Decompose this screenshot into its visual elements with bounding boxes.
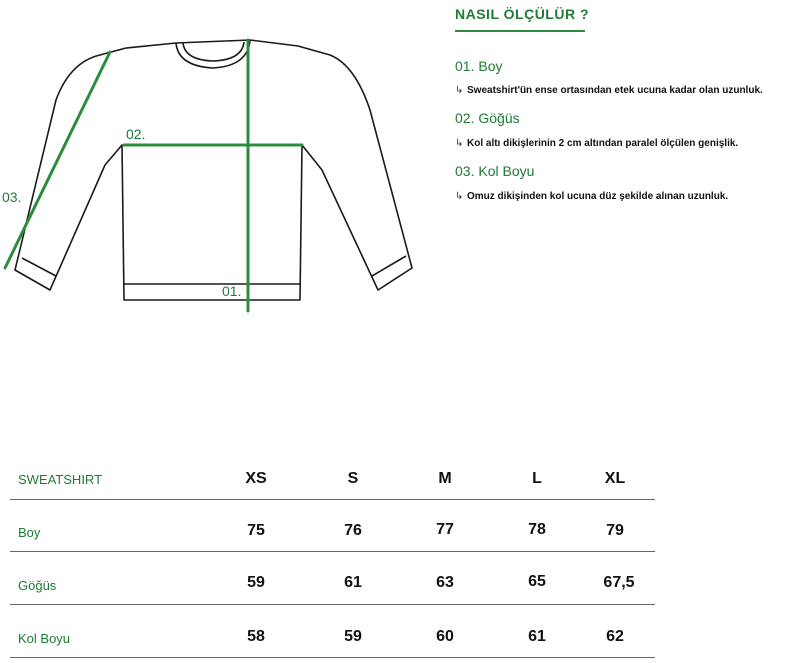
table-cell: 67,5	[603, 574, 635, 591]
table-row-kol-boyu	[0, 605, 655, 658]
row-label: Göğüs	[18, 578, 57, 593]
right-cuff	[372, 256, 406, 276]
table-header-row	[0, 462, 655, 500]
measure-heading-kol-boyu: 03. Kol Boyu	[455, 163, 535, 179]
table-cell: 59	[344, 628, 362, 645]
table-row-gogus	[0, 552, 655, 605]
measure-description-kol-boyu: ↳ Omuz dikişinden kol ucuna düz şekilde alınan uzunluk.	[455, 191, 729, 202]
table-cell: 63	[436, 574, 454, 591]
table-cell: 59	[247, 574, 265, 591]
table-cell: 58	[247, 628, 265, 645]
table-cell: 65	[528, 573, 546, 590]
table-row-boy	[0, 500, 655, 552]
table-cell: 79	[606, 522, 624, 539]
measure-description-boy: ↳ Sweatshirt'ün ense ortasından etek ucuna kadar olan uzunluk.	[455, 85, 763, 96]
title-underline	[455, 30, 585, 32]
table-cell: 75	[247, 522, 265, 539]
table-cell: 78	[528, 521, 546, 538]
measure-description-gogus: ↳ Kol altı dikişlerinin 2 cm altından paralel ölçülen genişlik.	[455, 138, 739, 149]
arrow-icon: ↳	[455, 85, 464, 96]
table-cell: 76	[344, 522, 362, 539]
table-cell: 61	[344, 574, 362, 591]
size-table	[0, 462, 800, 663]
table-cell: 62	[606, 628, 624, 645]
size-header: XL	[604, 470, 626, 487]
table-cell: 60	[436, 628, 454, 645]
sweatshirt-diagram	[0, 0, 430, 330]
row-label: Kol Boyu	[18, 631, 71, 646]
arrow-icon: ↳	[455, 191, 464, 202]
row-label: Boy	[18, 525, 41, 540]
measure-heading-boy: 01. Boy	[455, 58, 503, 74]
table-cell: 61	[528, 628, 546, 645]
arrow-icon: ↳	[455, 138, 464, 149]
size-header: S	[347, 470, 359, 487]
size-header: M	[438, 470, 452, 487]
size-header: XS	[245, 470, 267, 487]
size-header: L	[532, 470, 542, 487]
how-to-measure-title: NASIL ÖLÇÜLÜR ?	[455, 6, 590, 22]
table-cell: 77	[436, 521, 454, 538]
label-03: 03.	[2, 189, 22, 205]
label-02: 02.	[126, 126, 146, 142]
product-label: SWEATSHIRT	[18, 472, 103, 487]
sweatshirt-outline	[15, 40, 412, 300]
left-cuff	[22, 258, 56, 276]
kol-measure-line	[5, 52, 110, 268]
label-01: 01.	[222, 283, 242, 299]
row-divider	[10, 657, 655, 658]
measure-heading-gogus: 02. Göğüs	[455, 110, 520, 126]
